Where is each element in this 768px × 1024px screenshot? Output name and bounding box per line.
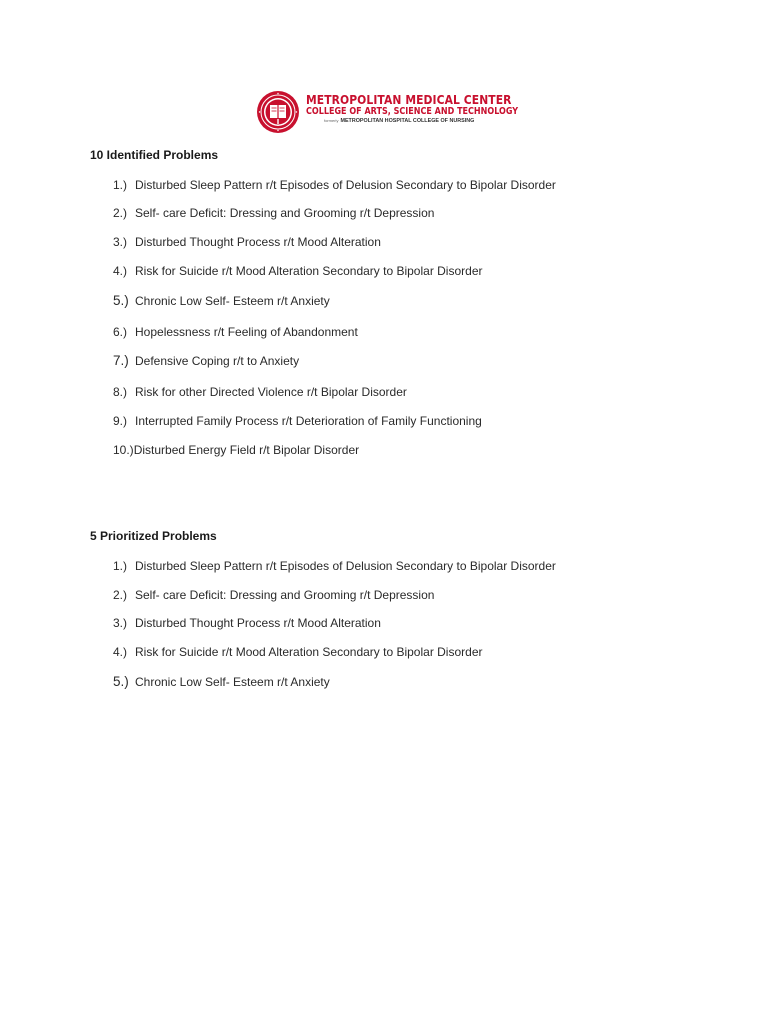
item-text: Risk for Suicide r/t Mood Alteration Secondary to Bipolar Disorder (135, 645, 483, 659)
list-item (113, 205, 434, 221)
item-number: 10.) (113, 443, 134, 457)
item-text: Disturbed Sleep Pattern r/t Episodes of Delusion Secondary to Bipolar Disorder (135, 178, 556, 192)
item-number: 6.) (113, 325, 128, 339)
item-text: Chronic Low Self- Esteem r/t Anxiety (135, 675, 330, 689)
item-text: Defensive Coping r/t to Anxiety (135, 354, 300, 368)
list-item (113, 674, 330, 690)
affiliation-name: METROPOLITAN HOSPITAL COLLEGE OF NURSING (340, 118, 475, 124)
college-name: COLLEGE OF ARTS, SCIENCE AND TECHNOLOGY (306, 106, 519, 117)
item-text: Disturbed Thought Process r/t Mood Alteration (135, 616, 381, 630)
identified-problems-heading: 10 Identified Problems (90, 148, 219, 162)
list-item (113, 234, 381, 250)
item-number: 8.) (113, 385, 128, 399)
affiliation-line (324, 117, 516, 125)
list-item (113, 293, 330, 309)
institution-name: METROPOLITAN MEDICAL CENTER (306, 92, 512, 107)
item-text: Self- care Deficit: Dressing and Grooming r/t Depression (135, 206, 435, 220)
item-number: 7.) (113, 353, 129, 368)
item-text: Interrupted Family Process r/t Deterioration of Family Functioning (135, 414, 482, 428)
list-item (113, 263, 483, 279)
item-number: 5.) (113, 674, 129, 689)
item-number: 1.) (113, 559, 128, 573)
item-number: 3.) (113, 235, 128, 249)
item-text: Disturbed Energy Field r/t Bipolar Disorder (133, 443, 360, 457)
item-text: Chronic Low Self- Esteem r/t Anxiety (135, 294, 330, 308)
item-text: Disturbed Sleep Pattern r/t Episodes of Delusion Secondary to Bipolar Disorder (135, 559, 556, 573)
institution-seal-icon (256, 90, 300, 134)
list-item (113, 384, 407, 400)
item-number: 2.) (113, 206, 128, 220)
list-item (113, 587, 434, 603)
item-number: 3.) (113, 616, 128, 630)
institution-text (306, 92, 519, 125)
affiliation-prefix: formerly (324, 118, 339, 123)
item-number: 2.) (113, 588, 128, 602)
prioritized-problems-heading: 5 Prioritized Problems (90, 529, 217, 543)
letterhead (256, 90, 519, 136)
item-number: 5.) (113, 293, 129, 308)
list-item (113, 644, 483, 660)
item-text: Risk for other Directed Violence r/t Bipolar Disorder (135, 385, 407, 399)
list-item (113, 177, 556, 193)
list-item (113, 442, 359, 458)
item-text: Self- care Deficit: Dressing and Grooming r/t Depression (135, 588, 435, 602)
list-item (113, 353, 299, 369)
item-number: 1.) (113, 178, 128, 192)
item-text: Risk for Suicide r/t Mood Alteration Secondary to Bipolar Disorder (135, 264, 483, 278)
item-number: 4.) (113, 645, 128, 659)
item-text: Hopelessness r/t Feeling of Abandonment (135, 325, 358, 339)
list-item (113, 558, 556, 574)
item-number: 4.) (113, 264, 128, 278)
item-text: Disturbed Thought Process r/t Mood Alteration (135, 235, 381, 249)
item-number: 9.) (113, 414, 128, 428)
list-item (113, 413, 482, 429)
list-item (113, 324, 358, 340)
list-item (113, 615, 381, 631)
